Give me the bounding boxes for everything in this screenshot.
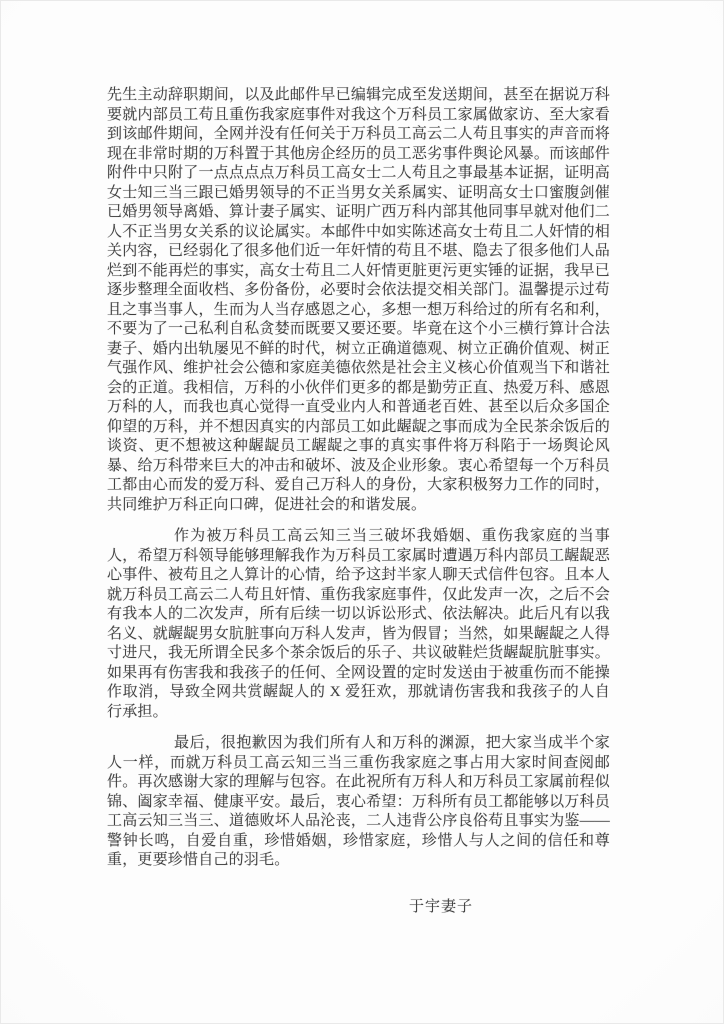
letter-body — [107, 86, 610, 917]
letter-paragraph-3: 最后，很抱歉因为我们所有人和万科的渊源，把大家当成半个家人一样，而就万科员工高云知三当三重伤我家庭之事占用大家时间查阅邮件。再次感谢大家的理解与包容。在此祝所有万科人和万科员工家属前程似锦、阖家幸福、健康平安。最后，衷心希望：万科所有员工都能够以万科员工高云知三当三、道德败坏人品沦丧，二人违背公序良俗苟且事实为鉴——警钟长鸣，自爱自重，珍惜婚姻，珍惜家庭，珍惜人与人之间的信任和尊重，更要珍惜自己的羽毛。 — [107, 735, 610, 868]
signature: 于宇妻子 — [409, 898, 474, 915]
letter-paragraph-1: 先生主动辞职期间，以及此邮件早已编辑完成至发送期间，甚至在据说万科要就内部员工苟且重伤我家庭事件对我这个万科员工家属做家访、至大家看到该邮件期间，全网并没有任何关于万科员工高云二人苟且事实的声音而将现在非常时期的万科置于其他房企经历的员工恶劣事件舆论风暴。而该邮件附件中只附了一点点点点万科员工高女士二人苟且之事最基本证据，证明高女士知三当三跟已婚男领导的不正当男女关系属实、证明高女士口蜜腹剑催已婚男领导离婚、算计妻子属实、证明广西万科内部其他同事早就对他们二人不正当男女关系的议论属实。本邮件中如实陈述高女士苟且二人奸情的相关内容，已经弱化了很多他们近一年奸情的苟且不堪、隐去了很多他们人品烂到不能再烂的事实，高女士苟且二人奸情更脏更污更实锤的证据，我早已逐步整理全面收档、多份备份，必要时会依法提交相关部门。温馨提示过苟且之事当事人，生而为人当存感恩之心，多想一想万科给过的所有名和利，不要为了一己私利自私贪婪而既要又要还要。毕竟在这个小三横行算计合法妻子、婚内出轨屡见不鲜的时代，树立正确道德观、树立正确价值观、树正气强作风、维护社会公德和家庭美德依然是社会主义核心价值观当下和谐社会的正道。我相信，万科的小伙伴们更多的都是勤劳正直、热爱万科、感恩万科的人，而我也真心觉得一直受业内人和普通老百姓、甚至以后众多国企仰望的万科，并不想因真实的内部员工如此龌龊之事而成为全民茶余饭后的谈资、更不想被这种龌龊员工龌龊之事的真实事件将万科陷于一场舆论风暴、给万科带来巨大的冲击和破坏、波及企业形象。衷心希望每一个万科员工都由心而发的爱万科、爱自己万科人的身份，大家积极努力工作的同时，共同维护万科正向口碑，促进社会的和谐发展。 — [107, 87, 610, 513]
letter-paragraph-2: 作为被万科员工高云知三当三破坏我婚姻、重伤我家庭的当事人，希望万科领导能够理解我作为万科员工家属时遭遇万科内部员工龌龊恶心事件、被苟且之人算计的心情，给予这封半家人聊天式信件包容。且本人就万科员工高云二人苟且奸情、重伤我家庭事件，仅此发声一次，之后不会有我本人的二次发声，所有后续一切以诉讼形式、依法解决。此后凡有以我名义、就龌龊男女肮脏事向万科人发声，皆为假冒；当然，如果龌龊之人得寸进尺，我无所谓全民多个茶余饭后的乐子、共议破鞋烂货龌龊肮脏事实。如果再有伤害我和我孩子的任何、全网设置的定时发送由于被重伤而不能操作取消，导致全网共赏龌龊人的 X 爱狂欢，那就请伤害我和我孩子的人自行承担。 — [107, 528, 610, 720]
